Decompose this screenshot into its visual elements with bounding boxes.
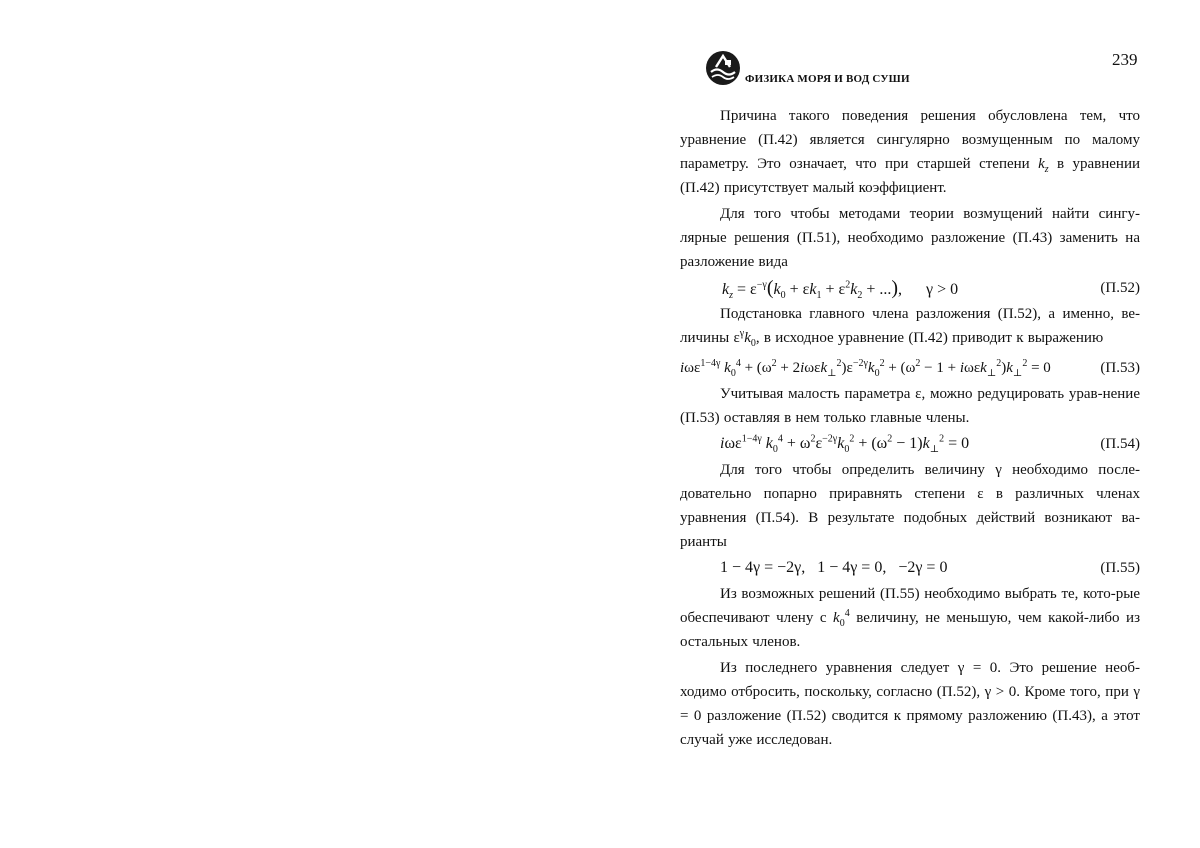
p1-text-b: в уравнении (П.42) присутствует малый коэффициент. (680, 156, 1140, 196)
equation-p53-number: (П.53) (1100, 360, 1140, 376)
equation-p53-formula: iωε$^{1-4\gamma}$ $k_0^4 + (\omega^2 + 2i\omega\varepsilon k_\perp^2)\varepsilon^{-2\gamma}k_0^2 + (\omega^2 - 1 + i\omega\varepsilon k_\perp^2)k_\perp^2 = 0$ (680, 358, 1051, 379)
p7-text-a: Из последнего уравнения следует (720, 660, 958, 676)
p7-text-c: . Кроме того, при (1016, 684, 1134, 700)
paragraph-4 (680, 382, 1140, 430)
formula-eps-gamma-k0: $\varepsilon^\gamma k_0$ (733, 328, 756, 349)
equation-p54-number: (П.54) (1100, 436, 1140, 452)
journal-title: ФИЗИКА МОРЯ И ВОД СУШИ (745, 73, 910, 85)
equation-p52 (680, 274, 1140, 302)
paragraph-7 (680, 656, 1140, 752)
p5-text-a: Для того чтобы определить величину (720, 462, 996, 478)
p3-text-b: , в исходное уравнение (П.42) приводит к выражению (755, 330, 1104, 346)
equation-p54 (680, 430, 1140, 458)
formula-gamma-gt-0: γ > 0 (984, 684, 1017, 700)
p4-text-b: , можно редуцировать урав-нение (П.53) оставляя в нем только главные члены. (680, 386, 1140, 426)
paragraph-1 (680, 104, 1140, 200)
p1-text-a: Причина такого поведения решения обусловлена тем, что уравнение (П.42) является сингулярно возмущенным по малому параметру. Это означает, что при старшей степени (680, 108, 1140, 172)
paragraph-6 (680, 582, 1140, 654)
p7-text-b: . Это решение необ-ходимо отбросить, поскольку, согласно (П.52), (680, 660, 1140, 700)
p6-text-a: Из возможных решений (П.55) необходимо выбрать те, кото-рые обеспечивают члену с (680, 586, 1140, 626)
p3-text-a: Подстановка главного члена разложения (П.52), а именно, ве-личины (680, 306, 1140, 346)
formula-gamma-eq-0-b: γ = 0 (680, 684, 1141, 724)
p5-text-b: необходимо после-довательно попарно приравнять степени (680, 462, 1140, 502)
equation-p52-number: (П.52) (1100, 280, 1140, 296)
equation-p55 (680, 554, 1140, 582)
formula-gamma: γ (995, 462, 1002, 478)
paragraph-5 (680, 458, 1140, 554)
formula-gamma-eq-0: γ = 0 (957, 660, 998, 676)
equation-p55-number: (П.55) (1100, 560, 1140, 576)
equation-p53 (680, 354, 1140, 382)
p7-text-d: разложение (П.52) сводится к прямому разложению (П.43), а этот случай уже исследован. (680, 708, 1140, 748)
equation-p52-formula: $k_z = \varepsilon^{-\gamma}(k_0 + \varepsilon k_1 + \varepsilon^2k_2$ + ...), γ > 0 (722, 277, 959, 302)
formula-eps: ε (915, 386, 922, 402)
p4-text-a: Учитывая малость параметра (720, 386, 916, 402)
journal-logo-icon (705, 50, 741, 86)
formula-kz: $k_z$ (1038, 156, 1049, 175)
p5-text-c: в различных членах уравнения (П.54). В результате подобных действий возникают ва-рианты (680, 486, 1141, 550)
page-number: 239 (1112, 50, 1138, 69)
p6-text-b: величину, не меньшую, чем какой-либо из остальных членов. (680, 610, 1141, 650)
paragraph-2: Для того чтобы методами теории возмущений найти сингу-лярные решения (П.51), необходимо разложение (П.43) заменить на разложение вида (680, 206, 1140, 270)
formula-k0-4: $k_0^4$ (833, 608, 850, 629)
equation-p55-formula: 1 − 4γ = −2γ, 1 − 4γ = 0, −2γ = 0 (720, 559, 948, 576)
paragraph-3 (680, 302, 1140, 350)
equation-p54-formula: iωε$^{1-4\gamma}$ $k_0^4 + \omega^2\varepsilon^{-2\gamma}k_0^2 + (\omega^2 - 1)k_\perp^2 = 0$ (720, 433, 970, 456)
formula-eps-2: ε (977, 486, 984, 502)
main-text (680, 104, 1140, 752)
